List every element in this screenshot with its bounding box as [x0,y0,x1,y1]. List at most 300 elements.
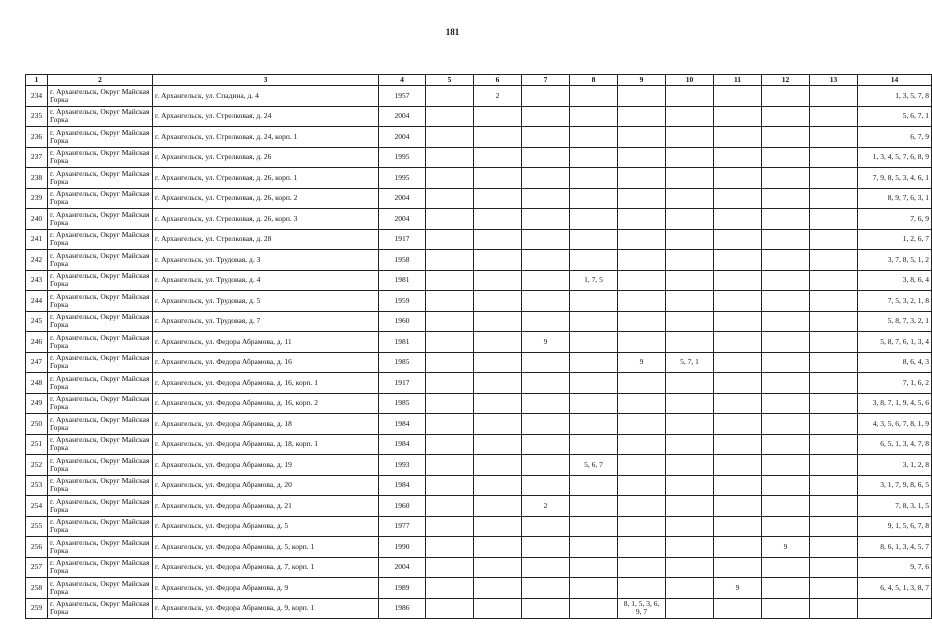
table-row [26,434,932,455]
table-cell-col-7 [522,578,570,599]
table-row [26,475,932,496]
table-cell-col-10 [666,250,714,271]
table-cell-col-4: 1984 [379,414,426,435]
table-cell-col-2: г. Архангельск, Округ Майская Горка [48,86,153,107]
table-cell-col-13 [810,578,858,599]
table-cell-col-4: 1957 [379,86,426,107]
table-cell-col-10 [666,496,714,517]
table-cell-col-1: 236 [26,127,48,148]
table-cell-col-8 [570,537,618,558]
table-cell-col-14: 7, 9, 8, 5, 3, 4, 6, 1 [858,168,932,189]
table-cell-col-6 [474,229,522,250]
table-cell-col-13 [810,455,858,476]
table-cell-col-1: 237 [26,147,48,168]
table-cell-col-5 [426,229,474,250]
table-cell-col-5 [426,311,474,332]
table-row [26,455,932,476]
table-cell-col-2: г. Архангельск, Округ Майская Горка [48,516,153,537]
column-header: 9 [618,75,666,86]
table-cell-col-7: 2 [522,496,570,517]
table-cell-col-14: 8, 6, 1, 3, 4, 5, 7 [858,537,932,558]
table-cell-col-6 [474,147,522,168]
table-cell-col-8 [570,291,618,312]
table-cell-col-5 [426,393,474,414]
table-cell-col-13 [810,414,858,435]
table-cell-col-10 [666,598,714,619]
table-cell-col-2: г. Архангельск, Округ Майская Горка [48,455,153,476]
table-cell-col-14: 1, 3, 4, 5, 7, 6, 8, 9 [858,147,932,168]
table-cell-col-9 [618,229,666,250]
table-cell-col-9 [618,373,666,394]
table-cell-col-4: 2004 [379,557,426,578]
table-cell-col-2: г. Архангельск, Округ Майская Горка [48,311,153,332]
table-cell-col-7 [522,229,570,250]
table-cell-col-5 [426,270,474,291]
table-cell-col-13 [810,106,858,127]
table-cell-col-7 [522,209,570,230]
table-cell-col-2: г. Архангельск, Округ Майская Горка [48,557,153,578]
table-cell-col-2: г. Архангельск, Округ Майская Горка [48,475,153,496]
table-cell-col-1: 241 [26,229,48,250]
table-cell-col-12 [762,516,810,537]
table-cell-col-13 [810,209,858,230]
table-cell-col-3: г. Архангельск, ул. Федора Абрамова, д. 18, корп. 1 [153,434,379,455]
table-cell-col-4: 1981 [379,270,426,291]
table-cell-col-10 [666,168,714,189]
table-cell-col-12 [762,475,810,496]
table-cell-col-6 [474,168,522,189]
table-cell-col-12 [762,86,810,107]
table-cell-col-1: 238 [26,168,48,189]
table-row [26,86,932,107]
table-cell-col-2: г. Архангельск, Округ Майская Горка [48,106,153,127]
table-cell-col-6 [474,578,522,599]
table-cell-col-13 [810,352,858,373]
table-cell-col-10 [666,86,714,107]
table-cell-col-7 [522,475,570,496]
table-cell-col-3: г. Архангельск, ул. Федора Абрамова, д. 21 [153,496,379,517]
table-cell-col-8: 1, 7, 5 [570,270,618,291]
table-row [26,270,932,291]
table-cell-col-8 [570,557,618,578]
table-cell-col-12 [762,147,810,168]
table-cell-col-5 [426,106,474,127]
table-row [26,209,932,230]
table-cell-col-4: 1995 [379,147,426,168]
table-cell-col-5 [426,168,474,189]
table-cell-col-4: 1959 [379,291,426,312]
table-row [26,188,932,209]
table-cell-col-11 [714,168,762,189]
table-row [26,578,932,599]
column-header: 12 [762,75,810,86]
table-cell-col-14: 4, 3, 5, 6, 7, 8, 1, 9 [858,414,932,435]
table-cell-col-8 [570,475,618,496]
table-cell-col-2: г. Архангельск, Округ Майская Горка [48,537,153,558]
table-cell-col-14: 7, 1, 6, 2 [858,373,932,394]
table-cell-col-9: 8, 1, 5, 3, 6, 9, 7 [618,598,666,619]
table-cell-col-8 [570,516,618,537]
table-cell-col-9 [618,455,666,476]
table-cell-col-9 [618,475,666,496]
table-cell-col-3: г. Архангельск, ул. Федора Абрамова, д. 16 [153,352,379,373]
table-cell-col-8 [570,578,618,599]
table-cell-col-11 [714,147,762,168]
table-cell-col-10 [666,106,714,127]
column-header: 2 [48,75,153,86]
table-row [26,496,932,517]
table-cell-col-13 [810,270,858,291]
table-cell-col-6 [474,537,522,558]
table-cell-col-11 [714,373,762,394]
table-cell-col-9 [618,516,666,537]
table-cell-col-12 [762,598,810,619]
table-cell-col-12 [762,209,810,230]
table-cell-col-1: 253 [26,475,48,496]
table-cell-col-11 [714,86,762,107]
table-cell-col-7 [522,537,570,558]
table-cell-col-1: 249 [26,393,48,414]
table-cell-col-12 [762,434,810,455]
table-cell-col-8 [570,352,618,373]
table-cell-col-7 [522,516,570,537]
table-cell-col-5 [426,414,474,435]
table-cell-col-2: г. Архангельск, Округ Майская Горка [48,250,153,271]
column-header: 14 [858,75,932,86]
table-cell-col-7 [522,352,570,373]
table-cell-col-11 [714,393,762,414]
table-cell-col-14: 6, 4, 5, 1, 3, 8, 7 [858,578,932,599]
table-cell-col-7 [522,434,570,455]
table-cell-col-13 [810,311,858,332]
table-cell-col-5 [426,127,474,148]
column-header: 3 [153,75,379,86]
table-cell-col-7 [522,147,570,168]
table-cell-col-8 [570,229,618,250]
table-cell-col-9 [618,578,666,599]
table-cell-col-13 [810,291,858,312]
table-cell-col-9 [618,434,666,455]
table-cell-col-2: г. Архангельск, Округ Майская Горка [48,434,153,455]
table-cell-col-10: 5, 7, 1 [666,352,714,373]
table-cell-col-9 [618,209,666,230]
table-cell-col-1: 257 [26,557,48,578]
table-cell-col-3: г. Архангельск, ул. Трудовая, д. 7 [153,311,379,332]
table-cell-col-12 [762,393,810,414]
table-cell-col-3: г. Архангельск, ул. Федора Абрамова, д. 9 [153,578,379,599]
table-cell-col-3: г. Архангельск, ул. Спадина, д. 4 [153,86,379,107]
table-cell-col-8 [570,188,618,209]
table-cell-col-11 [714,475,762,496]
table-cell-col-5 [426,332,474,353]
table-cell-col-7 [522,168,570,189]
table-cell-col-5 [426,598,474,619]
table-cell-col-12 [762,578,810,599]
table-cell-col-6 [474,557,522,578]
table-cell-col-10 [666,537,714,558]
table-cell-col-5 [426,475,474,496]
table-cell-col-13 [810,147,858,168]
table-cell-col-2: г. Архангельск, Округ Майская Горка [48,352,153,373]
table-cell-col-1: 243 [26,270,48,291]
table-cell-col-8 [570,86,618,107]
table-cell-col-5 [426,86,474,107]
table-cell-col-8 [570,393,618,414]
table-cell-col-9 [618,147,666,168]
table-cell-col-9 [618,168,666,189]
table-cell-col-4: 1960 [379,311,426,332]
table-cell-col-11 [714,188,762,209]
table-cell-col-2: г. Архангельск, Округ Майская Горка [48,496,153,517]
table-cell-col-8: 5, 6, 7 [570,455,618,476]
table-cell-col-1: 247 [26,352,48,373]
table-cell-col-2: г. Архангельск, Округ Майская Горка [48,393,153,414]
table-row [26,516,932,537]
table-cell-col-13 [810,434,858,455]
table-cell-col-4: 1989 [379,578,426,599]
table-cell-col-10 [666,516,714,537]
table-cell-col-10 [666,270,714,291]
table-cell-col-3: г. Архангельск, ул. Стрелковая, д. 26, корп. 3 [153,209,379,230]
table-cell-col-8 [570,106,618,127]
table-cell-col-2: г. Архангельск, Округ Майская Горка [48,270,153,291]
table-cell-col-9 [618,106,666,127]
table-row [26,106,932,127]
table-cell-col-5 [426,516,474,537]
table-cell-col-1: 252 [26,455,48,476]
table-cell-col-13 [810,373,858,394]
table-cell-col-12 [762,352,810,373]
table-cell-col-5 [426,209,474,230]
table-cell-col-4: 1990 [379,537,426,558]
table-cell-col-11 [714,496,762,517]
table-cell-col-8 [570,147,618,168]
table-cell-col-7 [522,455,570,476]
table-cell-col-12 [762,168,810,189]
table-cell-col-4: 1917 [379,373,426,394]
table-cell-col-8 [570,434,618,455]
table-cell-col-14: 9, 1, 5, 6, 7, 8 [858,516,932,537]
table-cell-col-14: 6, 7, 9 [858,127,932,148]
table-cell-col-2: г. Архангельск, Округ Майская Горка [48,598,153,619]
table-cell-col-3: г. Архангельск, ул. Трудовая, д. 4 [153,270,379,291]
column-header: 4 [379,75,426,86]
table-cell-col-5 [426,291,474,312]
table-cell-col-11 [714,291,762,312]
table-cell-col-3: г. Архангельск, ул. Федора Абрамова, д. 7, корп. 1 [153,557,379,578]
table-cell-col-14: 7, 8, 3, 1, 5 [858,496,932,517]
table-row [26,373,932,394]
table-cell-col-12 [762,373,810,394]
table-cell-col-12 [762,311,810,332]
table-cell-col-8 [570,311,618,332]
table-cell-col-3: г. Архангельск, ул. Федора Абрамова, д. 5 [153,516,379,537]
table-cell-col-10 [666,475,714,496]
table-cell-col-2: г. Архангельск, Округ Майская Горка [48,414,153,435]
column-header: 1 [26,75,48,86]
table-cell-col-11 [714,557,762,578]
table-cell-col-1: 258 [26,578,48,599]
table-cell-col-9 [618,414,666,435]
table-cell-col-5 [426,496,474,517]
table-cell-col-10 [666,455,714,476]
table-cell-col-3: г. Архангельск, ул. Федора Абрамова, д. 16, корп. 1 [153,373,379,394]
table-cell-col-6 [474,455,522,476]
table-cell-col-14: 1, 2, 6, 7 [858,229,932,250]
table-cell-col-3: г. Архангельск, ул. Трудовая, д. 5 [153,291,379,312]
table-row [26,250,932,271]
table-cell-col-10 [666,373,714,394]
table-cell-col-13 [810,250,858,271]
table-cell-col-14: 7, 6, 9 [858,209,932,230]
table-cell-col-12 [762,188,810,209]
table-cell-col-11 [714,516,762,537]
table-cell-col-5 [426,147,474,168]
table-cell-col-7: 9 [522,332,570,353]
table-cell-col-9 [618,291,666,312]
table-cell-col-2: г. Архангельск, Округ Майская Горка [48,332,153,353]
table-cell-col-4: 1985 [379,393,426,414]
table-cell-col-11 [714,414,762,435]
table-cell-col-1: 255 [26,516,48,537]
table-cell-col-10 [666,578,714,599]
table-cell-col-14: 3, 1, 2, 8 [858,455,932,476]
table-cell-col-1: 234 [26,86,48,107]
table-cell-col-13 [810,332,858,353]
table-cell-col-6 [474,332,522,353]
table-row [26,291,932,312]
table-cell-col-6 [474,598,522,619]
table-cell-col-13 [810,86,858,107]
table-row [26,127,932,148]
table-cell-col-2: г. Архангельск, Округ Майская Горка [48,188,153,209]
table-cell-col-3: г. Архангельск, ул. Федора Абрамова, д. 11 [153,332,379,353]
table-cell-col-14: 5, 6, 7, 1 [858,106,932,127]
table-cell-col-6 [474,414,522,435]
table-cell-col-12 [762,291,810,312]
table-cell-col-10 [666,414,714,435]
table-cell-col-7 [522,598,570,619]
table-cell-col-4: 2004 [379,188,426,209]
table-cell-col-14: 7, 5, 3, 2, 1, 8 [858,291,932,312]
table-cell-col-4: 1917 [379,229,426,250]
table-cell-col-6 [474,311,522,332]
table-cell-col-8 [570,496,618,517]
table-cell-col-11: 9 [714,578,762,599]
table-cell-col-13 [810,188,858,209]
table-cell-col-5 [426,578,474,599]
column-header: 5 [426,75,474,86]
table-cell-col-7 [522,393,570,414]
table-cell-col-4: 1977 [379,516,426,537]
table-cell-col-5 [426,537,474,558]
table-cell-col-3: г. Архангельск, ул. Стрелковая, д. 24, корп. 1 [153,127,379,148]
table-cell-col-12 [762,414,810,435]
table-cell-col-7 [522,106,570,127]
table-cell-col-3: г. Архангельск, ул. Федора Абрамова, д. 5, корп. 1 [153,537,379,558]
table-row [26,229,932,250]
table-cell-col-9: 9 [618,352,666,373]
column-header: 10 [666,75,714,86]
table-cell-col-3: г. Архангельск, ул. Федора Абрамова, д. 20 [153,475,379,496]
table-row [26,168,932,189]
table-cell-col-6 [474,188,522,209]
table-cell-col-10 [666,311,714,332]
table-cell-col-6 [474,434,522,455]
table-cell-col-6 [474,393,522,414]
table-cell-col-13 [810,168,858,189]
table-cell-col-3: г. Архангельск, ул. Федора Абрамова, д. 19 [153,455,379,476]
table-cell-col-5 [426,455,474,476]
table-cell-col-11 [714,598,762,619]
table-cell-col-5 [426,434,474,455]
table-cell-col-4: 2004 [379,127,426,148]
table-cell-col-9 [618,332,666,353]
table-cell-col-11 [714,332,762,353]
table-cell-col-11 [714,250,762,271]
header-row [26,75,932,86]
table-cell-col-8 [570,127,618,148]
page-number: 181 [445,27,460,37]
table-cell-col-2: г. Архангельск, Округ Майская Горка [48,147,153,168]
table-cell-col-6 [474,106,522,127]
table-cell-col-6 [474,291,522,312]
table-cell-col-12 [762,496,810,517]
table-cell-col-2: г. Архангельск, Округ Майская Горка [48,291,153,312]
table-cell-col-7 [522,373,570,394]
table-cell-col-7 [522,557,570,578]
table-cell-col-4: 2004 [379,106,426,127]
table-cell-col-7 [522,188,570,209]
table-row [26,311,932,332]
table-cell-col-8 [570,168,618,189]
table-cell-col-5 [426,557,474,578]
table-cell-col-11 [714,127,762,148]
table-row [26,393,932,414]
table-cell-col-6 [474,250,522,271]
table-cell-col-6: 2 [474,86,522,107]
table-cell-col-11 [714,106,762,127]
table-cell-col-8 [570,209,618,230]
table-cell-col-14: 5, 8, 7, 6, 1, 3, 4 [858,332,932,353]
table-cell-col-13 [810,537,858,558]
table-cell-col-7 [522,127,570,148]
table-cell-col-9 [618,496,666,517]
table-row [26,598,932,619]
table-cell-col-1: 251 [26,434,48,455]
table-cell-col-6 [474,496,522,517]
table-row [26,414,932,435]
table-cell-col-13 [810,229,858,250]
table-cell-col-7 [522,270,570,291]
table-cell-col-3: г. Архангельск, ул. Федора Абрамова, д. 16, корп. 2 [153,393,379,414]
table-cell-col-1: 242 [26,250,48,271]
table-cell-col-12 [762,332,810,353]
table-cell-col-14: 8, 6, 4, 3 [858,352,932,373]
table-cell-col-3: г. Архангельск, ул. Стрелковая, д. 24 [153,106,379,127]
table-cell-col-13 [810,127,858,148]
table-cell-col-1: 240 [26,209,48,230]
table-cell-col-10 [666,434,714,455]
table-cell-col-1: 256 [26,537,48,558]
table-cell-col-1: 239 [26,188,48,209]
table-body [26,86,932,619]
table-cell-col-9 [618,86,666,107]
table-cell-col-11 [714,352,762,373]
table-cell-col-6 [474,516,522,537]
table-cell-col-2: г. Архангельск, Округ Майская Горка [48,168,153,189]
table-cell-col-9 [618,557,666,578]
